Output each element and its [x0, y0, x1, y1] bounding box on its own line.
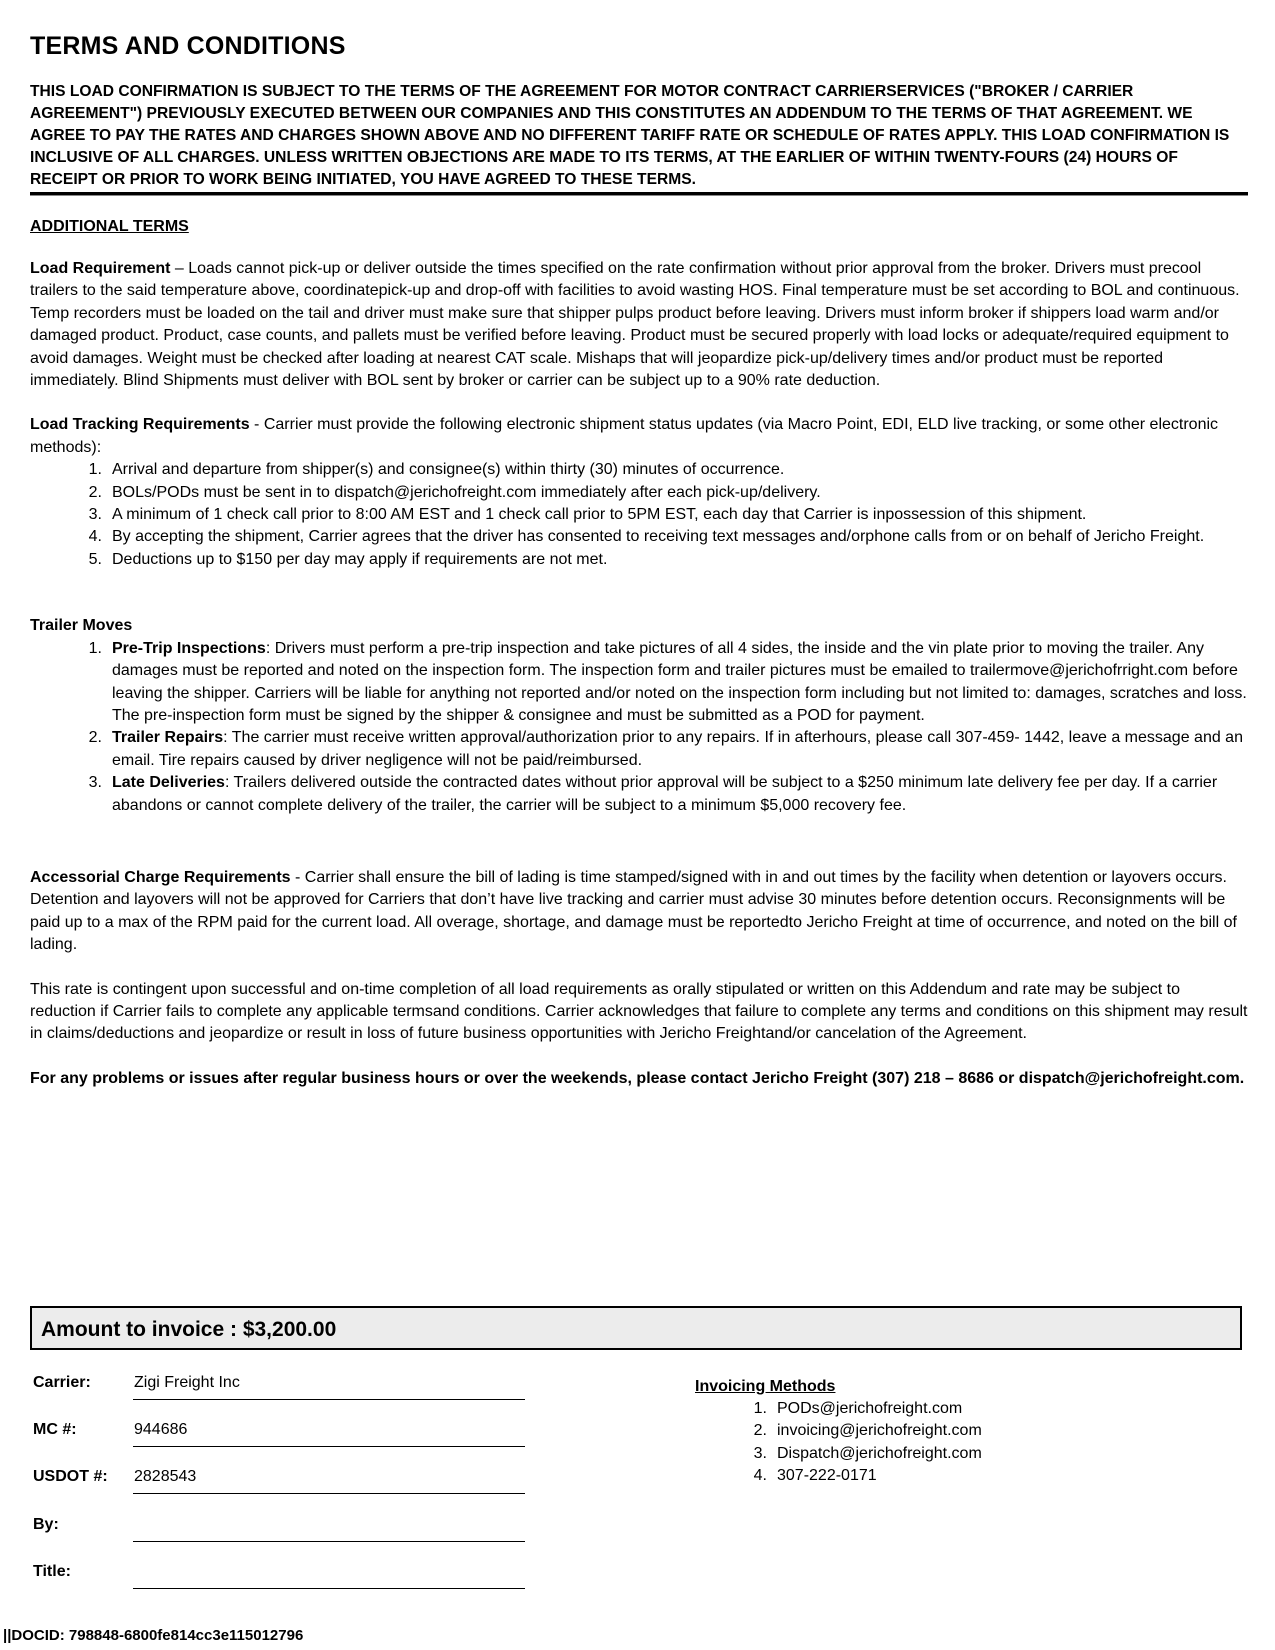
accessorial-text: - Carrier shall ensure the bill of lading is time stamped/signed with in and out times by the facility when detention or layovers occurs. Detention and layovers will not be approved for Carriers that don’t have live tracking and carrier must advise 30 minutes before detention occurs. Reconsignments will be paid up to a max of the RPM paid for the current load. All overage, shortage, and damage must be reportedto Jericho Freight at time of occurrence, and noted on the bill of lading. [30, 868, 1237, 954]
list-item [30, 638, 1248, 728]
mc-field [33, 1421, 533, 1447]
load-requirement-paragraph [30, 258, 1248, 392]
load-requirement-text: – Loads cannot pick-up or deliver outside the times specified on the rate confirmation without prior approval from the broker. Drivers must precool trailers to the said temperature above, coordinatepick-up and drop-off with facilities to avoid wasting HOS. Final temperature must be set according to BOL and continuous. Temp recorders must be loaded on the tail and driver must make sure that shipper pulps product before leaving. Drivers must inform broker if shippers load warm and/or damaged product. Product, case counts, and pallets must be verified before leaving. Product must be secured properly with load locks or adequate/required equipment to avoid damages. Weight must be checked after loading at nearest CAT scale. Mishaps that will jeopardize pick-up/delivery times and/or product must be reported immediately. Blind Shipments must deliver with BOL sent by broker or carrier can be subject up to a 90% rate deduction. [30, 260, 1240, 390]
document-id: ||DOCID: 798848-6800fe814cc3e115012796 [3, 1627, 304, 1644]
list-item-text: PODs@jerichofreight.com [777, 1400, 963, 1417]
list-item [30, 526, 1248, 548]
list-item-text: : Trailers delivered outside the contracted dates without prior approval will be subject to a $250 minimum late delivery fee per day. If a carrier abandons or cannot complete delivery of the trailer, the carrier will be subject to a minimum $5,000 recovery fee. [112, 774, 1218, 814]
list-number: 1. [753, 1400, 767, 1417]
list-item-text: : The carrier must receive written approval/authorization prior to any repairs. If in afterhours, please call 307-459- 1442, leave a message and an email. Tire repairs caused by driver negligence will not be paid/reimbursed. [112, 729, 1243, 769]
list-number: 4. [753, 1467, 767, 1485]
accessorial-paragraph [30, 867, 1248, 957]
list-number: 3. [88, 774, 102, 792]
list-item [30, 504, 1248, 526]
list-number: 3. [753, 1444, 767, 1462]
divider [30, 192, 1248, 196]
list-number: 2. [753, 1422, 767, 1440]
additional-terms-heading: ADDITIONAL TERMS [30, 218, 189, 235]
list-number: 4. [88, 528, 102, 546]
trailer-moves-list [30, 638, 1248, 817]
preamble-text: THIS LOAD CONFIRMATION IS SUBJECT TO THE TERMS OF THE AGREEMENT FOR MOTOR CONTRACT CARRIERSERVICES ("BROKER / CARRIER AGREEMENT") PREVIOUSLY EXECUTED BETWEEN OUR COMPANIES AND THIS CONSTITUTES AN ADDENDUM TO THE TERMS OF THAT AGREEMENT. WE AGREE TO PAY THE RATES AND CHARGES SHOWN ABOVE AND NO DIFFERENT TARIFF RATE OR SCHEDULE OF RATES APPLY. THIS LOAD CONFIRMATION IS INCLUSIVE OF ALL CHARGES. UNLESS WRITTEN OBJECTIONS ARE MADE TO ITS TERMS, AT THE EARLIER OF WITHIN TWENTY-FOURS (24) HOURS OF RECEIPT OR PRIOR TO WORK BEING INITIATED, YOU HAVE AGREED TO THESE TERMS. [30, 83, 1230, 188]
list-number: 1. [88, 639, 102, 657]
title-field [33, 1563, 533, 1589]
usdot-field [33, 1468, 533, 1494]
list-item-text: invoicing@jerichofreight.com [777, 1422, 982, 1440]
list-number: 2. [88, 729, 102, 747]
list-item-text: 307-222-0171 [777, 1467, 877, 1485]
usdot-value: 2828543 [133, 1468, 525, 1494]
list-item [695, 1465, 1195, 1487]
list-item [30, 459, 1248, 481]
list-item-label: Trailer Repairs [112, 729, 224, 747]
load-tracking-label: Load Tracking Requirements [30, 416, 250, 434]
invoicing-methods [695, 1376, 1195, 1488]
after-hours-contact: For any problems or issues after regular business hours or over the weekends, please contact Jericho Freight (307) 218 – 8686 or dispatch@jerichofreight.com. [30, 1069, 1245, 1087]
rate-contingent-paragraph: This rate is contingent upon successful and on-time completion of all load requirements as orally stipulated or written on this Addendum and rate may be subject to reduction if Carrier fails to complete any applicable termsand conditions. Carrier acknowledges that failure to complete any terms and conditions on this shipment may result in claims/deductions and jeopardize or result in loss of future business opportunities with Jericho Freightand/or cancelation of the Agreement. [30, 980, 1248, 1043]
accessorial-label: Accessorial Charge Requirements [30, 868, 291, 886]
list-item-text: Arrival and departure from shipper(s) and consignee(s) within thirty (30) minutes of occurrence. [112, 461, 785, 479]
by-field [33, 1516, 533, 1542]
list-number: 1. [88, 461, 102, 479]
list-item-text: Dispatch@jerichofreight.com [777, 1444, 982, 1462]
list-item [30, 549, 1248, 571]
load-requirement-label: Load Requirement [30, 260, 171, 277]
usdot-label: USDOT #: [33, 1468, 108, 1485]
list-item [695, 1398, 1195, 1420]
invoicing-methods-heading: Invoicing Methods [695, 1378, 836, 1395]
list-item [695, 1443, 1195, 1465]
carrier-value: Zigi Freight Inc [133, 1374, 525, 1400]
list-item-text: : Drivers must perform a pre-trip inspection and take pictures of all 4 sides, the inside and the vin plate prior to moving the trailer. Any damages must be reported and noted on the inspection form. The inspection form and trailer pictures must be emailed to trailermove@jerichofrright.com before leaving the shipper. Carriers will be liable for anything not reported and/or noted on the inspection form including but not limited to: damages, scratches and loss. The pre-inspection form must be signed by the shipper & consignee and must be submitted as a POD for payment. [112, 639, 1247, 724]
list-item-label: Pre-Trip Inspections [112, 639, 266, 657]
list-item [30, 482, 1248, 504]
list-item [30, 772, 1248, 817]
carrier-field [33, 1374, 533, 1400]
title-value [133, 1563, 525, 1589]
by-value [133, 1516, 525, 1542]
list-item-text: A minimum of 1 check call prior to 8:00 AM EST and 1 check call prior to 5PM EST, each day that Carrier is inpossession of this shipment. [112, 506, 1087, 524]
carrier-label: Carrier: [33, 1374, 91, 1391]
load-tracking-paragraph [30, 414, 1248, 459]
list-item-text: By accepting the shipment, Carrier agrees that the driver has consented to receiving text messages and/orphone calls from or on behalf of Jericho Freight. [112, 528, 1205, 546]
load-tracking-text: - Carrier must provide the following electronic shipment status updates (via Macro Point, EDI, ELD live tracking, or some other electronic methods): [30, 416, 1219, 456]
list-item-text: Deductions up to $150 per day may apply if requirements are not met. [112, 550, 608, 568]
list-number: 3. [88, 506, 102, 524]
page-title: TERMS AND CONDITIONS [30, 32, 346, 60]
list-item-label: Late Deliveries [112, 774, 225, 792]
list-number: 5. [88, 550, 102, 568]
trailer-moves-heading: Trailer Moves [30, 617, 133, 635]
list-item [695, 1420, 1195, 1442]
document-body [30, 28, 1248, 1090]
list-item-text: BOLs/PODs must be sent in to dispatch@jerichofreight.com immediately after each pick-up/delivery. [112, 483, 821, 501]
load-tracking-list [30, 459, 1248, 571]
by-label: By: [33, 1516, 59, 1533]
mc-label: MC #: [33, 1421, 77, 1438]
amount-to-invoice-box: Amount to invoice : $3,200.00 [30, 1306, 1242, 1350]
title-label: Title: [33, 1563, 71, 1580]
mc-value: 944686 [133, 1421, 525, 1447]
invoicing-list [695, 1398, 1195, 1488]
list-item [30, 727, 1248, 772]
list-number: 2. [88, 483, 102, 501]
